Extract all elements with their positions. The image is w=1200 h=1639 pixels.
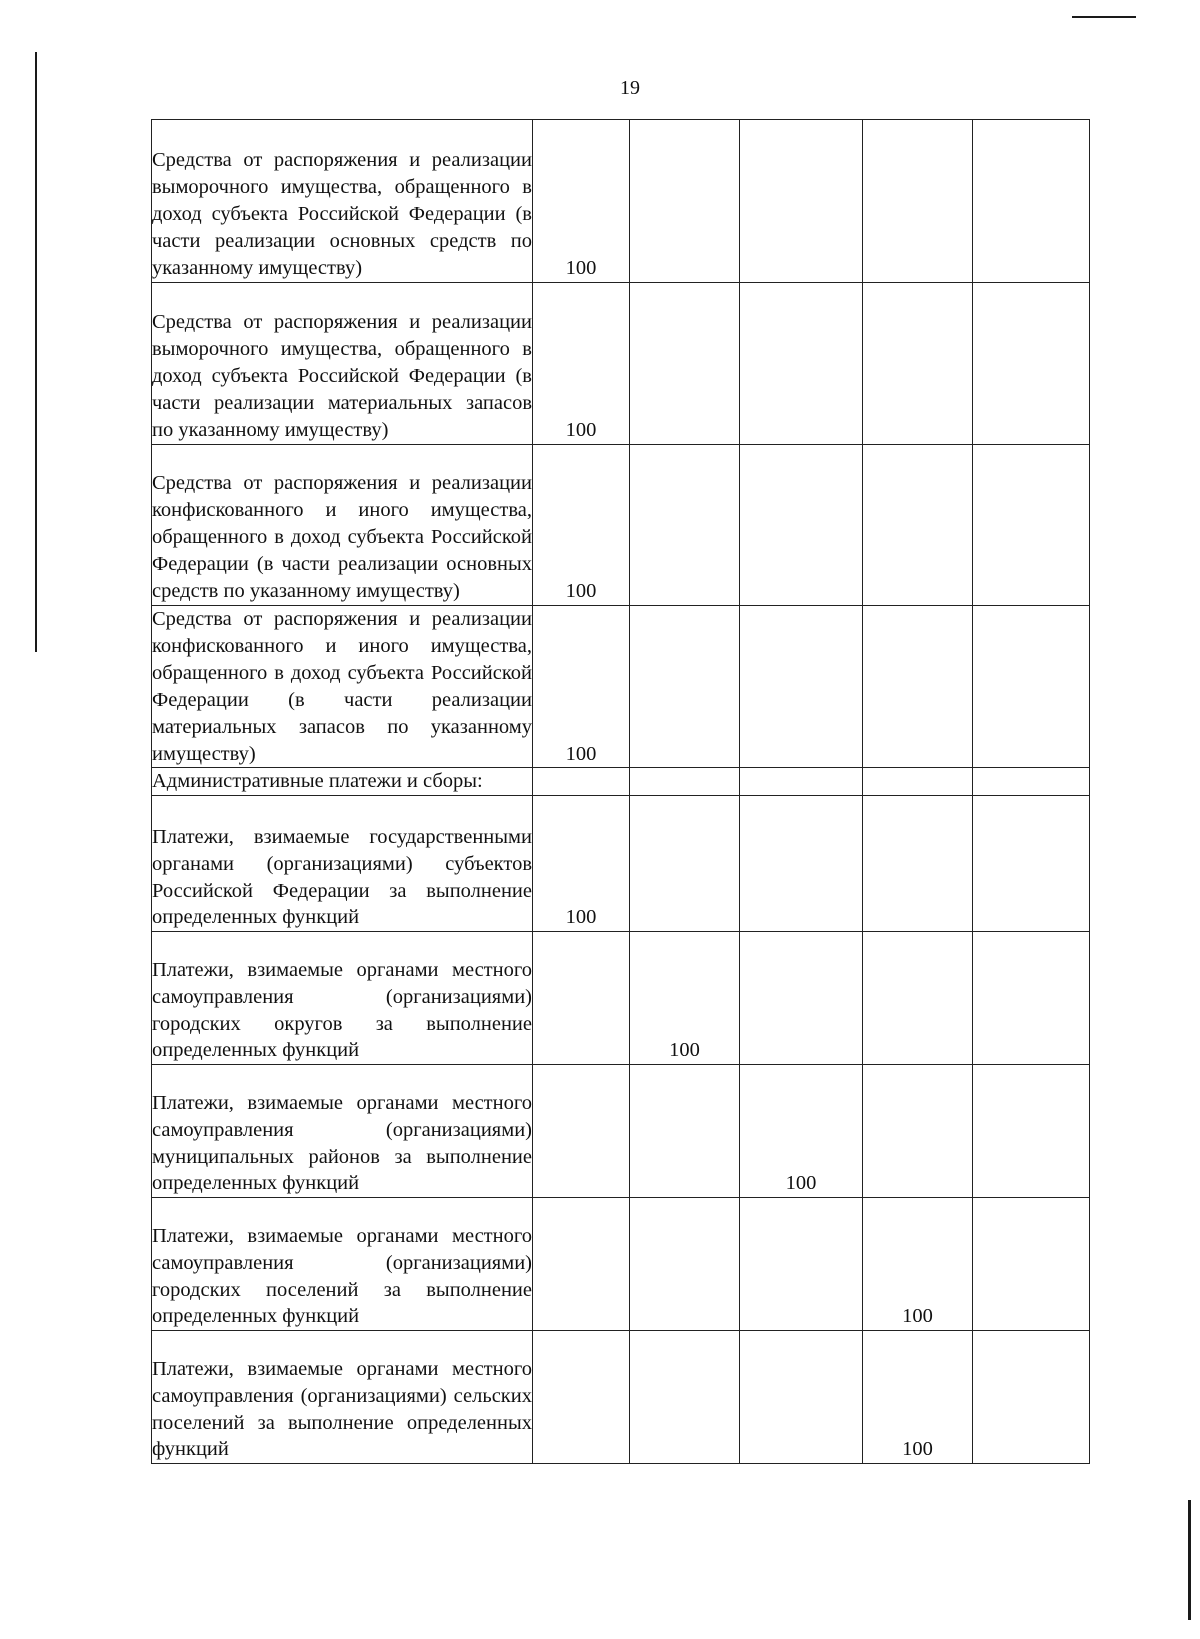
value-cell: [740, 1331, 863, 1464]
value-cell: 100: [533, 606, 630, 768]
value-cell: [740, 445, 863, 606]
table-row: [152, 120, 1090, 283]
value-cell: 100: [740, 1065, 863, 1198]
value-cell: [973, 768, 1090, 796]
table-row: [152, 445, 1090, 606]
value-cell: [973, 445, 1090, 606]
value-cell: [973, 1198, 1090, 1331]
value-cell: [740, 768, 863, 796]
section-heading: Административные платежи и сборы:: [152, 768, 533, 796]
scan-edge-line-left: [35, 52, 37, 652]
row-description: Средства от распоряжения и реализации выморочного имущества, обращенного в доход субъекта Российской Федерации (в части реализации основных средств по указанному имуществу): [152, 120, 533, 283]
value-cell: [630, 1331, 740, 1464]
page-number: 19: [620, 77, 640, 99]
revenue-distribution-table: [151, 119, 1090, 1464]
table-row: [152, 796, 1090, 932]
value-cell: [740, 932, 863, 1065]
table-row: [152, 768, 1090, 796]
row-description: Средства от распоряжения и реализации выморочного имущества, обращенного в доход субъекта Российской Федерации (в части реализации материальных запасов по указанному имуществу): [152, 283, 533, 445]
value-cell: [533, 1065, 630, 1198]
table-row: [152, 932, 1090, 1065]
value-cell: [973, 932, 1090, 1065]
value-cell: 100: [630, 932, 740, 1065]
value-cell: 100: [863, 1331, 973, 1464]
row-description: Платежи, взимаемые органами местного самоуправления (организациями) муниципальных районов за выполнение определенных функций: [152, 1065, 533, 1198]
table-row: [152, 1065, 1090, 1198]
value-cell: [630, 606, 740, 768]
value-cell: [863, 283, 973, 445]
value-cell: [863, 606, 973, 768]
value-cell: [973, 1331, 1090, 1464]
value-cell: [863, 445, 973, 606]
value-cell: [630, 120, 740, 283]
value-cell: [973, 606, 1090, 768]
value-cell: [863, 1065, 973, 1198]
table-row: [152, 1198, 1090, 1331]
value-cell: [533, 768, 630, 796]
value-cell: [740, 606, 863, 768]
value-cell: [740, 1198, 863, 1331]
row-description: Платежи, взимаемые органами местного самоуправления (организациями) городских округов за выполнение определенных функций: [152, 932, 533, 1065]
value-cell: [863, 932, 973, 1065]
scan-edge-line-top-right: [1072, 16, 1136, 18]
table-row: [152, 283, 1090, 445]
row-description: Средства от распоряжения и реализации конфискованного и иного имущества, обращенного в доход субъекта Российской Федерации (в части реализации материальных запасов по указанному имуществу): [152, 606, 533, 768]
value-cell: [630, 445, 740, 606]
value-cell: [740, 283, 863, 445]
value-cell: 100: [533, 445, 630, 606]
value-cell: 100: [533, 796, 630, 932]
value-cell: [863, 120, 973, 283]
value-cell: [973, 1065, 1090, 1198]
value-cell: [630, 1065, 740, 1198]
value-cell: [630, 796, 740, 932]
table-row: [152, 606, 1090, 768]
value-cell: [973, 796, 1090, 932]
value-cell: [863, 768, 973, 796]
value-cell: 100: [863, 1198, 973, 1331]
value-cell: [740, 120, 863, 283]
row-description: Платежи, взимаемые государственными органами (организациями) субъектов Российской Федерации за выполнение определенных функций: [152, 796, 533, 932]
value-cell: [973, 283, 1090, 445]
row-description: Платежи, взимаемые органами местного самоуправления (организациями) городских поселений за выполнение определенных функций: [152, 1198, 533, 1331]
value-cell: [533, 1198, 630, 1331]
value-cell: [533, 1331, 630, 1464]
row-description: Средства от распоряжения и реализации конфискованного и иного имущества, обращенного в доход субъекта Российской Федерации (в части реализации основных средств по указанному имуществу): [152, 445, 533, 606]
value-cell: [973, 120, 1090, 283]
row-description: Платежи, взимаемые органами местного самоуправления (организациями) сельских поселений за выполнение определенных функций: [152, 1331, 533, 1464]
value-cell: [863, 796, 973, 932]
value-cell: [630, 1198, 740, 1331]
value-cell: [533, 932, 630, 1065]
value-cell: [630, 768, 740, 796]
value-cell: [740, 796, 863, 932]
value-cell: [630, 283, 740, 445]
value-cell: 100: [533, 283, 630, 445]
scan-edge-line-bottom-right: [1188, 1500, 1191, 1620]
table-row: [152, 1331, 1090, 1464]
value-cell: 100: [533, 120, 630, 283]
